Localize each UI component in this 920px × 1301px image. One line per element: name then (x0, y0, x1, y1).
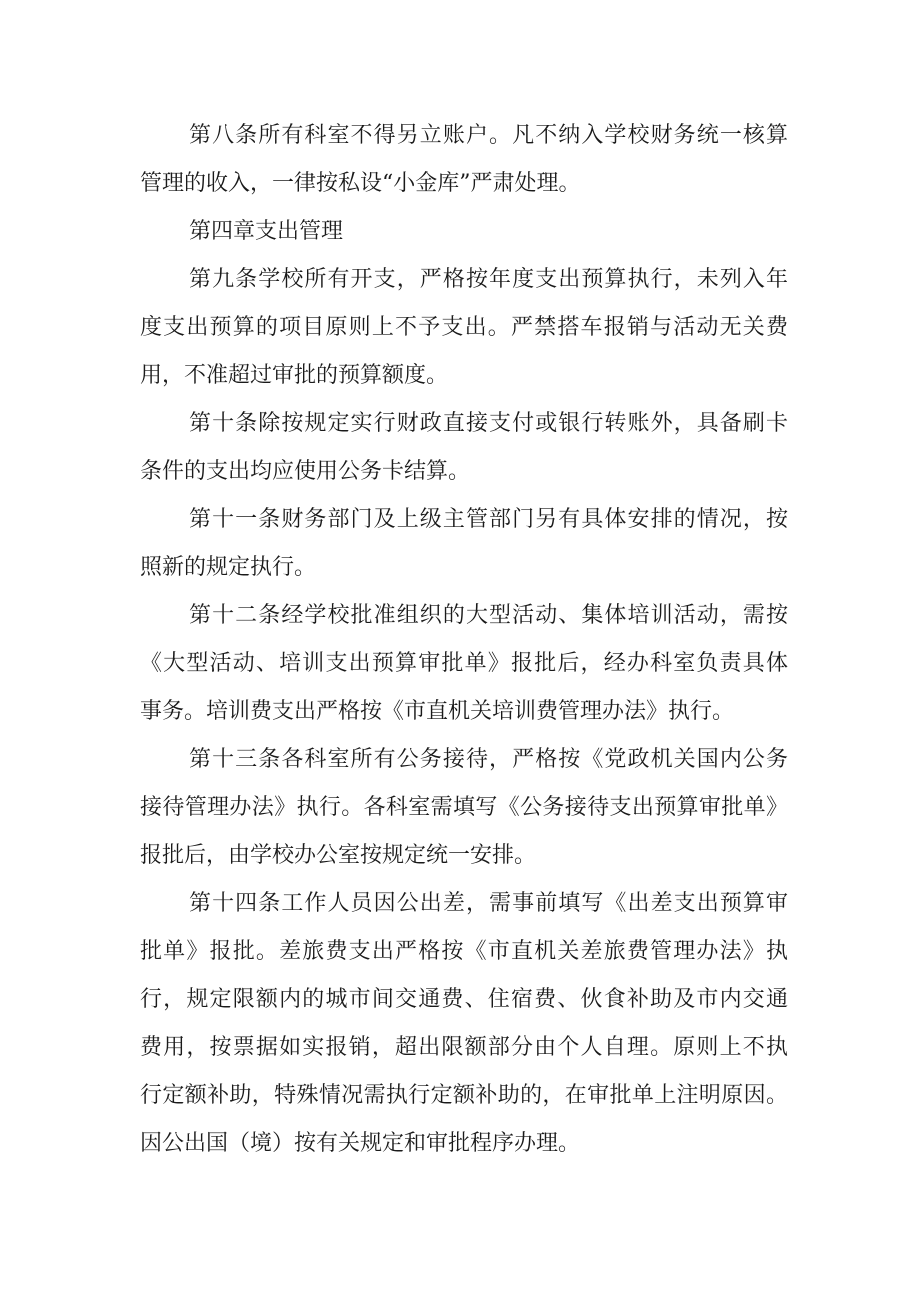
paragraph-article-14 (140, 880, 788, 1168)
paragraph-line: 条件的支出均应使用公务卡结算。 (140, 459, 471, 484)
chapter-title: 第四章支出管理 (189, 219, 344, 244)
paragraph-line: 第十三条各科室所有公务接待，严格按《党政机关国内公务 (189, 747, 788, 772)
paragraph-line: 因公出国（境）按有关规定和审批程序办理。 (140, 1131, 581, 1156)
paragraph-article-9 (140, 256, 788, 400)
paragraph-line: 接待管理办法》执行。各科室需填写《公务接待支出预算审批单》 (140, 795, 788, 820)
paragraph-line: 照新的规定执行。 (140, 555, 317, 580)
paragraph-article-11 (140, 496, 788, 592)
paragraph-line: 行，规定限额内的城市间交通费、住宿费、伙食补助及市内交通 (140, 987, 788, 1012)
paragraph-line: 第八条所有科室不得另立账户。凡不纳入学校财务统一核算 (189, 123, 788, 148)
chapter-heading (140, 208, 788, 256)
paragraph-line: 第十二条经学校批准组织的大型活动、集体培训活动，需按 (189, 603, 788, 628)
paragraph-line: 管理的收入，一律按私设“小金库”严肃处理。 (140, 171, 581, 196)
paragraph-article-13 (140, 736, 788, 880)
paragraph-line: 事务。培训费支出严格按《市直机关培训费管理办法》执行。 (140, 699, 735, 724)
paragraph-line: 用，不准超过审批的预算额度。 (140, 363, 449, 388)
paragraph-line: 第十四条工作人员因公出差，需事前填写《出差支出预算审 (189, 891, 788, 916)
paragraph-line: 第九条学校所有开支，严格按年度支出预算执行，未列入年 (189, 267, 788, 292)
paragraph-line: 第十一条财务部门及上级主管部门另有具体安排的情况，按 (189, 507, 788, 532)
paragraph-article-8 (140, 112, 788, 208)
paragraph-article-12 (140, 592, 788, 736)
paragraph-line: 《大型活动、培训支出预算审批单》报批后，经办科室负责具体 (140, 651, 788, 676)
paragraph-line: 报批后，由学校办公室按规定统一安排。 (140, 843, 537, 868)
paragraph-line: 第十条除按规定实行财政直接支付或银行转账外，具备刷卡 (189, 411, 788, 436)
document-body (140, 112, 788, 1168)
paragraph-line: 度支出预算的项目原则上不予支出。严禁搭车报销与活动无关费 (140, 315, 788, 340)
paragraph-article-10 (140, 400, 788, 496)
paragraph-line: 费用，按票据如实报销，超出限额部分由个人自理。原则上不执 (140, 1035, 788, 1060)
paragraph-line: 批单》报批。差旅费支出严格按《市直机关差旅费管理办法》执 (140, 939, 788, 964)
paragraph-line: 行定额补助，特殊情况需执行定额补助的，在审批单上注明原因。 (140, 1083, 788, 1108)
